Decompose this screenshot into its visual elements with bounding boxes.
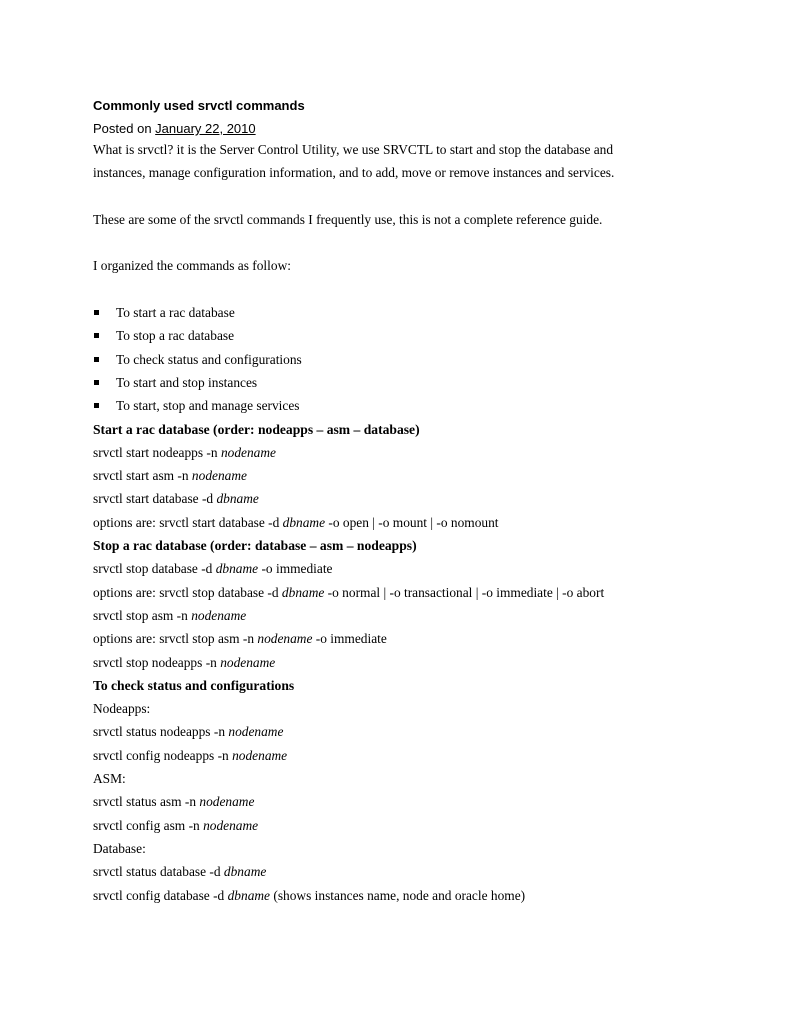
document-page	[93, 96, 753, 907]
bullet-icon	[94, 357, 99, 362]
status-section-heading: To check status and configurations	[93, 677, 295, 693]
command-line: srvctl config database -d dbname (shows instances name, node and oracle home)	[93, 887, 526, 903]
command-line: srvctl status asm -n nodename	[93, 794, 255, 810]
list-item: To check status and configurations	[93, 348, 753, 371]
intro-line-4: I organized the commands as follow:	[93, 258, 291, 274]
post-meta	[93, 120, 753, 138]
command-line: srvctl start database -d dbname	[93, 491, 259, 507]
command-line: srvctl stop database -d dbname -o immediate	[93, 561, 333, 577]
nodeapps-label: Nodeapps:	[93, 701, 151, 717]
command-line: srvctl config nodeapps -n nodename	[93, 747, 288, 763]
bullet-icon	[94, 310, 99, 315]
options-line: options are: srvctl stop asm -n nodename -o immediate	[93, 631, 387, 647]
bullet-icon	[94, 333, 99, 338]
list-item: To stop a rac database	[93, 324, 753, 347]
post-title: Commonly used srvctl commands	[93, 98, 305, 113]
options-line: options are: srvctl stop database -d dbname -o normal | -o transactional | -o immediate | -o abort	[93, 584, 605, 600]
bullet-icon	[94, 403, 99, 408]
toc-list	[93, 301, 753, 417]
posted-prefix: Posted on	[93, 121, 156, 136]
intro-line-2: instances, manage configuration information, and to add, move or remove instances and services.	[93, 165, 615, 181]
command-line: srvctl start nodeapps -n nodename	[93, 444, 276, 460]
list-item: To start a rac database	[93, 301, 753, 324]
command-line: srvctl stop nodeapps -n nodename	[93, 654, 276, 670]
command-line: srvctl status nodeapps -n nodename	[93, 724, 284, 740]
bullet-icon	[94, 380, 99, 385]
command-line: srvctl stop asm -n nodename	[93, 607, 247, 623]
command-line: srvctl config asm -n nodename	[93, 817, 259, 833]
list-item: To start and stop instances	[93, 371, 753, 394]
posted-date-link[interactable]: January 22, 2010	[155, 121, 256, 136]
start-section-heading: Start a rac database (order: nodeapps – asm – database)	[93, 421, 420, 437]
list-item: To start, stop and manage services	[93, 394, 753, 417]
intro-line-3: These are some of the srvctl commands I frequently use, this is not a complete reference guide.	[93, 211, 603, 227]
asm-label: ASM:	[93, 771, 126, 787]
command-line: srvctl status database -d dbname	[93, 864, 267, 880]
intro-line-1: What is srvctl? it is the Server Control Utility, we use SRVCTL to start and stop the database and	[93, 142, 614, 157]
command-line: srvctl start asm -n nodename	[93, 468, 247, 484]
database-label: Database:	[93, 840, 146, 856]
options-line: options are: srvctl start database -d dbname -o open | -o mount | -o nomount	[93, 514, 499, 530]
stop-section-heading: Stop a rac database (order: database – asm – nodeapps)	[93, 538, 417, 554]
